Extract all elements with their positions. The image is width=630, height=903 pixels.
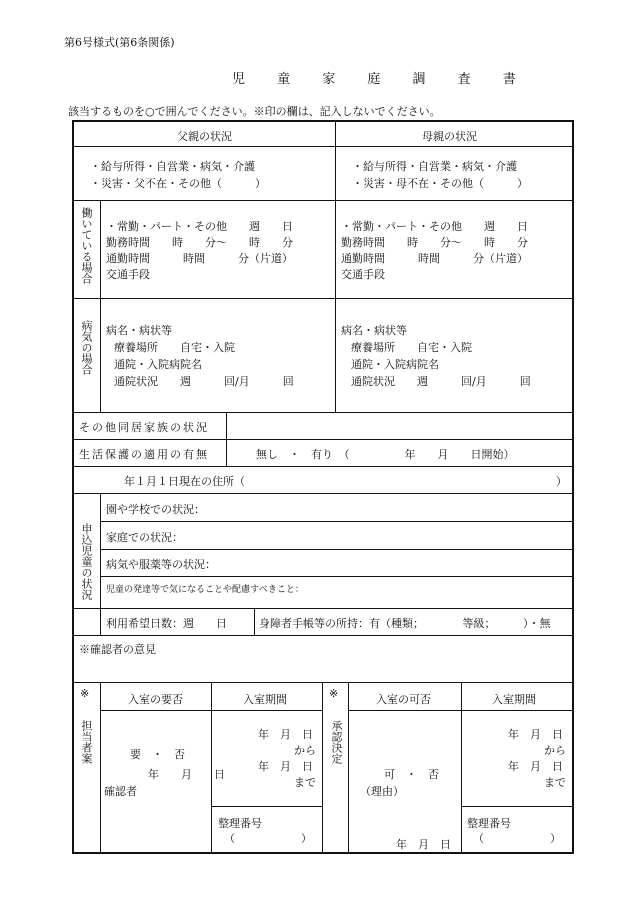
period-right-to: まで xyxy=(544,776,566,789)
mother-work-line-4: 交通手段 xyxy=(341,268,385,281)
father-header: 父親の状況 xyxy=(177,130,232,143)
father-ill-line-1: 病名・病状等 xyxy=(106,324,172,337)
mother-ill-line-4: 通院状況 週 回/月 回 xyxy=(351,375,531,388)
period-right-from: から xyxy=(544,744,566,757)
mother-ill-line-2: 療養場所 自宅・入院 xyxy=(351,341,472,354)
illness-side-label: 病気の場合 xyxy=(80,320,93,375)
ref-label-right: 整理番号 xyxy=(467,817,511,830)
father-work-line-4: 交通手段 xyxy=(106,268,150,281)
child-medical: 病気や服薬等の状況： xyxy=(106,558,216,571)
father-ill-line-3: 通院・入院病院名 xyxy=(114,358,202,371)
frame-bottom xyxy=(72,852,574,854)
frame-right xyxy=(572,120,574,854)
period-left-to: まで xyxy=(294,776,316,789)
period-right-from-date: 年 月 日 xyxy=(508,728,563,741)
mother-ill-line-3: 通院・入院病院名 xyxy=(351,358,439,371)
need-date: 年 月 日 xyxy=(148,768,225,781)
approval-header: 入室の可否 xyxy=(376,693,431,706)
period-header-right: 入室期間 xyxy=(492,693,536,706)
ref-label-left: 整理番号 xyxy=(218,817,262,830)
ref-paren-right: （ ） xyxy=(473,832,561,845)
child-handbook: 身障者手帳等の所持：有（種類； 等級； ）・無 xyxy=(259,617,551,630)
father-work-line-2: 勤務時間 時 分～ 時 分 xyxy=(106,236,293,249)
staff-proposal-label: 担当者案 xyxy=(80,720,93,764)
child-development: 児童の発達等で気になることや配慮すべきこと： xyxy=(106,585,304,595)
welfare-label: 生活保護の適用の有無 xyxy=(79,448,209,461)
working-side-label: 働いている場合 xyxy=(80,207,93,284)
need-value: 要 ・ 否 xyxy=(130,748,185,761)
period-right-to-date: 年 月 日 xyxy=(508,760,563,773)
mother-work-line-3: 通勤時間 時間 分（片道） xyxy=(341,252,528,265)
child-days: 利用希望日数：週 日 xyxy=(106,617,227,630)
ref-paren-left: （ ） xyxy=(224,832,312,845)
mother-status-line-2: ・災害・母不在・その他（ ） xyxy=(352,177,528,190)
welfare-value: 無し ・ 有り （ 年 月 日開始） xyxy=(256,448,515,461)
child-school: 園や学校での状況： xyxy=(106,503,205,516)
asterisk-right: ※ xyxy=(329,687,339,700)
father-work-line-1: ・常勤・パート・その他 週 日 xyxy=(106,220,293,233)
confirmer-label: 確認者 xyxy=(104,785,137,798)
child-side-label: 申込児童の状況 xyxy=(80,523,93,600)
frame-left xyxy=(72,120,74,854)
need-header: 入室の要否 xyxy=(128,693,183,706)
mother-ill-line-1: 病名・病状等 xyxy=(341,324,407,337)
reason-label: （理由） xyxy=(360,785,404,798)
child-home: 家庭での状況： xyxy=(106,531,183,544)
father-work-line-3: 通勤時間 時間 分（片道） xyxy=(106,252,293,265)
address-close: ） xyxy=(556,475,567,488)
approval-side-label: 承認決定 xyxy=(330,720,343,764)
mother-work-line-2: 勤務時間 時 分～ 時 分 xyxy=(341,236,528,249)
approval-date: 年 月 日 xyxy=(396,838,451,851)
period-header-left: 入室期間 xyxy=(243,693,287,706)
page-title: 児 童 家 庭 調 査 書 xyxy=(232,72,530,87)
form-number: 第6号様式(第6条関係) xyxy=(64,36,175,49)
mother-work-line-1: ・常勤・パート・その他 週 日 xyxy=(341,220,528,233)
instruction-text: 該当するものを○で囲んでください。※印の欄は、記入しないでください。 xyxy=(68,105,441,118)
period-left-from: から xyxy=(294,744,316,757)
cohabit-label: その他同居家族の状況 xyxy=(79,421,209,434)
period-left-to-date: 年 月 日 xyxy=(258,760,313,773)
mother-status-line-1: ・給与所得・自営業・病気・介護 xyxy=(352,160,517,173)
asterisk-left: ※ xyxy=(80,687,90,700)
father-status-line-1: ・給与所得・自営業・病気・介護 xyxy=(90,160,255,173)
period-left-from-date: 年 月 日 xyxy=(258,728,313,741)
address-label: 年１月１日現在の住所（ xyxy=(124,475,245,488)
father-ill-line-4: 通院状況 週 回/月 回 xyxy=(114,375,294,388)
approval-value: 可 ・ 否 xyxy=(384,768,439,781)
frame-top xyxy=(72,120,574,122)
father-status-line-2: ・災害・父不在・その他（ ） xyxy=(90,177,266,190)
father-ill-line-2: 療養場所 自宅・入院 xyxy=(114,341,235,354)
mother-header: 母親の状況 xyxy=(422,130,477,143)
confirmer-opinion: ※確認者の意見 xyxy=(79,643,156,656)
